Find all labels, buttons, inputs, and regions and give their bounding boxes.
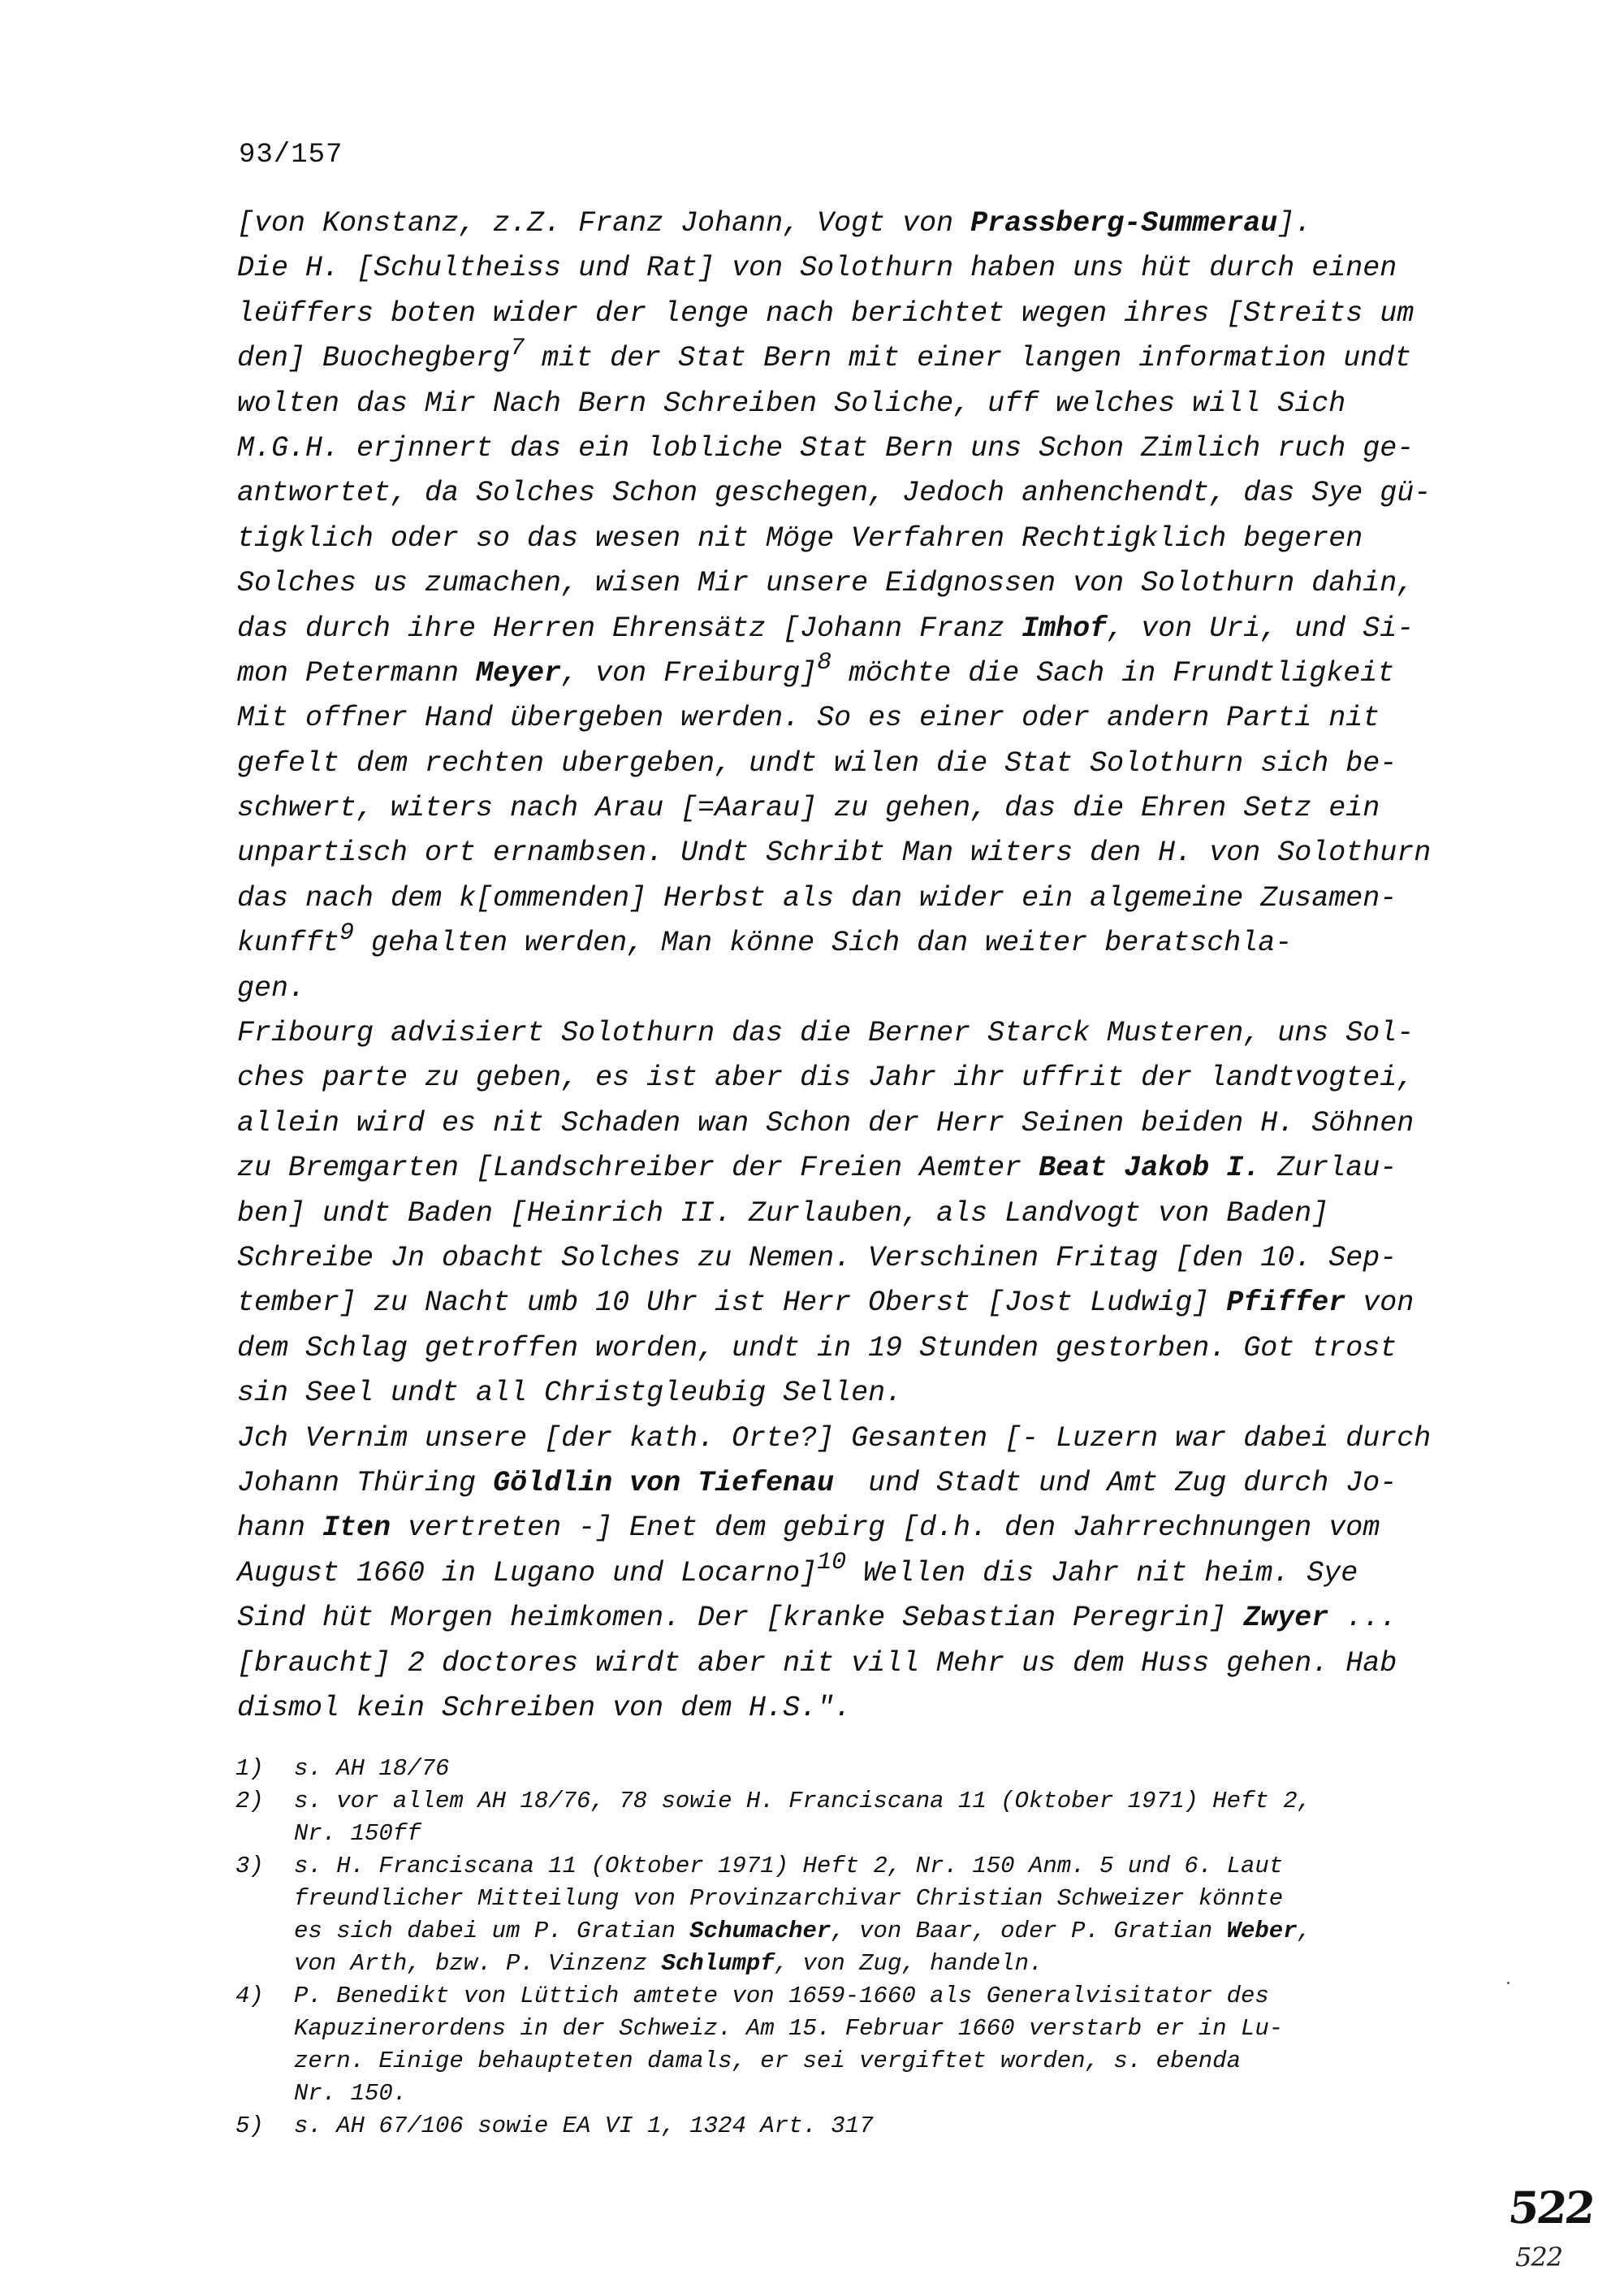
text-segment: Schreibe Jn obacht Solches zu Nemen. Verschinen Fritag [den 10. Sep- [237, 1241, 1397, 1274]
text-line [237, 1461, 1488, 1506]
footnote-line [294, 1980, 1502, 2013]
scan-speck [1507, 1982, 1510, 1984]
text-segment: zern. Einige behaupteten damals, er sei vergiftet worden, s. ebenda [294, 2048, 1241, 2074]
text-segment: ... [1328, 1602, 1397, 1635]
bold-name: Imhof [1021, 612, 1108, 645]
text-segment: sin Seel undt all Christgleubig Sellen. [237, 1377, 903, 1410]
text-segment: das durch ihre Herren Ehrensätz [Johann Franz [237, 612, 1022, 645]
footnote [235, 1785, 1502, 1850]
text-line [237, 1236, 1488, 1281]
text-line [237, 382, 1488, 426]
text-segment: dem Schlag getroffen worden, undt in 19 Stunden gestorben. Got trost [237, 1331, 1397, 1364]
text-segment: [braucht] 2 doctores wirdt aber nit vill Mehr us dem Huss gehen. Hab [237, 1646, 1397, 1680]
text-line [237, 1416, 1488, 1461]
text-segment: tigklich oder so das wesen nit Möge Verfahren Rechtigklich begeren [237, 521, 1363, 555]
text-segment: vertreten -] Enet dem gebirg [d.h. den Jahrrechnungen vom [391, 1511, 1380, 1545]
footnote-line [294, 2045, 1502, 2078]
footnote [235, 1850, 1502, 1980]
text-segment: s. AH 67/106 sowie EA VI 1, 1324 Art. 317 [294, 2113, 874, 2139]
footnote-line [294, 2013, 1502, 2045]
text-segment: s. AH 18/76 [294, 1755, 450, 1782]
text-segment: August 1660 in Lugano und Locarno] [237, 1556, 818, 1589]
text-segment: allein wird es nit Schaden wan Schon der Herr Seinen beiden H. Söhnen [237, 1106, 1415, 1140]
text-segment: kunfft [237, 927, 340, 960]
text-segment: es sich dabei um P. Gratian [294, 1918, 690, 1944]
text-segment: Zurlau- [1260, 1152, 1397, 1185]
footnote-line [294, 1850, 1502, 1883]
footnote-line [294, 1948, 1502, 1980]
footnote-line [294, 2078, 1502, 2110]
text-line [237, 607, 1488, 651]
text-segment: leüffers boten wider der lenge nach berichtet wegen ihres [Streits um [237, 296, 1415, 330]
bold-name: Prassberg-Summerau [970, 207, 1278, 240]
footnote-line [294, 2110, 1502, 2143]
text-segment: [von Konstanz, z.Z. Franz Johann, Vogt von [237, 207, 971, 240]
text-line [237, 1146, 1488, 1191]
text-segment: , von Uri, und Si- [1107, 612, 1415, 645]
footnote-ref: 10 [817, 1549, 847, 1577]
text-segment: Mit offner Hand übergeben werden. So es einer oder andern Parti nit [237, 702, 1380, 735]
text-line [237, 831, 1488, 876]
text-segment: dismol kein Schreiben von dem H.S.". [237, 1691, 852, 1724]
text-segment: Die H. [Schultheiss und Rat] von Solothurn haben uns hüt durch einen [237, 252, 1397, 285]
text-segment: , von Freiburg] [561, 656, 818, 690]
text-line [237, 426, 1488, 471]
text-segment: den] Buochegberg [237, 342, 511, 375]
bold-name: Schlumpf [661, 1950, 775, 1977]
text-line [237, 696, 1488, 741]
footnote-line [294, 1785, 1502, 1818]
text-line [237, 1686, 1488, 1731]
text-segment: ches parte zu geben, es ist aber dis Jahr ihr uffrit der landtvogtei, [237, 1062, 1415, 1095]
text-line [237, 742, 1488, 786]
text-segment: , von Zug, handeln. [774, 1950, 1043, 1977]
text-line [237, 1191, 1488, 1236]
handwritten-page-number: 522 [1515, 2242, 1563, 2273]
text-segment: gen. [237, 971, 306, 1005]
text-line [237, 517, 1488, 561]
text-line [237, 246, 1488, 291]
footnote-line [294, 1883, 1502, 1915]
footnotes [235, 1753, 1502, 2143]
text-segment: M.G.H. erjnnert das ein lobliche Stat Bern uns Schon Zimlich ruch ge- [237, 431, 1415, 465]
footnote [235, 1753, 1502, 1785]
bold-name: Meyer [476, 656, 562, 690]
text-line [237, 1551, 1488, 1596]
text-segment: Nr. 150ff [294, 1820, 421, 1847]
text-segment: gehalten werden, Man könne Sich dan weiter beratschla- [354, 927, 1293, 960]
text-segment: Kapuzinerordens in der Schweiz. Am 15. Februar 1660 verstarb er in Lu- [294, 2015, 1284, 2042]
text-line [237, 561, 1488, 606]
text-segment: schwert, witers nach Arau [=Aarau] zu gehen, das die Ehren Setz ein [237, 792, 1380, 825]
bold-name: Schumacher [689, 1918, 831, 1944]
footnote [235, 2110, 1502, 2143]
page-number: 93/157 [239, 140, 343, 171]
text-segment: zu Bremgarten [Landschreiber der Freien Aemter [237, 1152, 1039, 1185]
text-segment: ]. [1277, 207, 1312, 240]
text-segment: s. vor allem AH 18/76, 78 sowie H. Franciscana 11 (Oktober 1971) Heft 2, [294, 1788, 1312, 1814]
footnote-label: 4) [235, 1983, 264, 2009]
footnote-ref: 9 [339, 919, 355, 947]
text-segment: ben] undt Baden [Heinrich II. Zurlauben, als Landvogt von Baden] [237, 1196, 1329, 1230]
text-segment: mit der Stat Bern mit einer langen information undt [525, 342, 1412, 375]
text-segment: Wellen dis Jahr nit heim. Sye [846, 1556, 1358, 1589]
text-line [237, 201, 1488, 246]
text-line [237, 1326, 1488, 1371]
bold-name: Göldlin von Tiefenau [493, 1466, 835, 1499]
text-segment: P. Benedikt von Lüttich amtete von 1659-1660 als Generalvisitator des [294, 1983, 1269, 2009]
text-segment: Nr. 150. [294, 2080, 408, 2107]
footnote-label: 2) [235, 1788, 264, 1814]
text-segment: gefelt dem rechten ubergeben, undt wilen die Stat Solothurn sich be- [237, 746, 1397, 780]
text-segment: hann [237, 1511, 323, 1545]
text-line [237, 336, 1488, 381]
text-segment: Sind hüt Morgen heimkomen. Der [kranke Sebastian Peregrin] [237, 1602, 1244, 1635]
text-segment: mon Petermann [237, 656, 477, 690]
footnote [235, 1980, 1502, 2110]
bold-name: Iten [322, 1511, 391, 1545]
text-segment: von Arth, bzw. P. Vinzenz [294, 1950, 662, 1977]
text-line [237, 921, 1488, 966]
text-segment: , [1297, 1918, 1312, 1944]
text-line [237, 1281, 1488, 1325]
text-line [237, 1506, 1488, 1550]
footnote-label: 1) [235, 1755, 264, 1782]
text-line [237, 1596, 1488, 1641]
text-line [237, 651, 1488, 696]
text-segment: freundlicher Mitteilung von Provinzarchivar Christian Schweizer könnte [294, 1885, 1284, 1912]
letter-transcription [237, 201, 1488, 1731]
text-segment: Johann Thüring [237, 1466, 494, 1499]
stamped-page-number: 522 [1505, 2182, 1596, 2234]
footnote-label: 3) [235, 1853, 264, 1879]
text-segment: Jch Vernim unsere [der kath. Orte?] Gesanten [- Luzern war dabei durch [237, 1421, 1432, 1455]
bold-name: Beat Jakob I. [1039, 1152, 1261, 1185]
footnote-ref: 7 [510, 334, 525, 362]
text-segment: wolten das Mir Nach Bern Schreiben Soliche, uff welches will Sich [237, 387, 1346, 420]
footnote-label: 5) [235, 2113, 264, 2139]
text-segment: möchte die Sach in Frundtligkeit [831, 656, 1395, 690]
footnote-line [294, 1915, 1502, 1948]
text-segment: Fribourg advisiert Solothurn das die Berner Starck Musteren, uns Sol- [237, 1017, 1415, 1050]
footnote-line [294, 1818, 1502, 1850]
bold-name: Weber [1226, 1918, 1298, 1944]
text-segment: unpartisch ort ernambsen. Undt Schribt Man witers den H. von Solothurn [237, 837, 1432, 870]
text-segment: von [1345, 1287, 1415, 1320]
text-segment: Solches us zumachen, wisen Mir unsere Eidgnossen von Solothurn dahin, [237, 567, 1415, 600]
bold-name: Pfiffer [1226, 1287, 1346, 1320]
text-segment: tember] zu Nacht umb 10 Uhr ist Herr Oberst [Jost Ludwig] [237, 1287, 1227, 1320]
text-line [237, 786, 1488, 831]
text-line [237, 1011, 1488, 1056]
text-line [237, 967, 1488, 1011]
text-line [237, 1056, 1488, 1101]
text-line [237, 471, 1488, 516]
text-line [237, 1371, 1488, 1416]
text-segment: , von Baar, oder P. Gratian [831, 1918, 1227, 1944]
footnote-line [294, 1753, 1502, 1785]
text-segment: und Stadt und Amt Zug durch Jo- [834, 1466, 1397, 1499]
text-segment: s. H. Franciscana 11 (Oktober 1971) Heft 2, Nr. 150 Anm. 5 und 6. Laut [294, 1853, 1284, 1879]
text-line [237, 1641, 1488, 1686]
text-line [237, 876, 1488, 921]
footnote-ref: 8 [817, 649, 832, 677]
bold-name: Zwyer [1243, 1602, 1329, 1635]
text-line [237, 1101, 1488, 1146]
text-segment: das nach dem k[ommenden] Herbst als dan wider ein algemeine Zusamen- [237, 881, 1397, 915]
text-line [237, 292, 1488, 336]
text-segment: antwortet, da Solches Schon geschegen, Jedoch anhenchendt, das Sye gü- [237, 477, 1432, 510]
